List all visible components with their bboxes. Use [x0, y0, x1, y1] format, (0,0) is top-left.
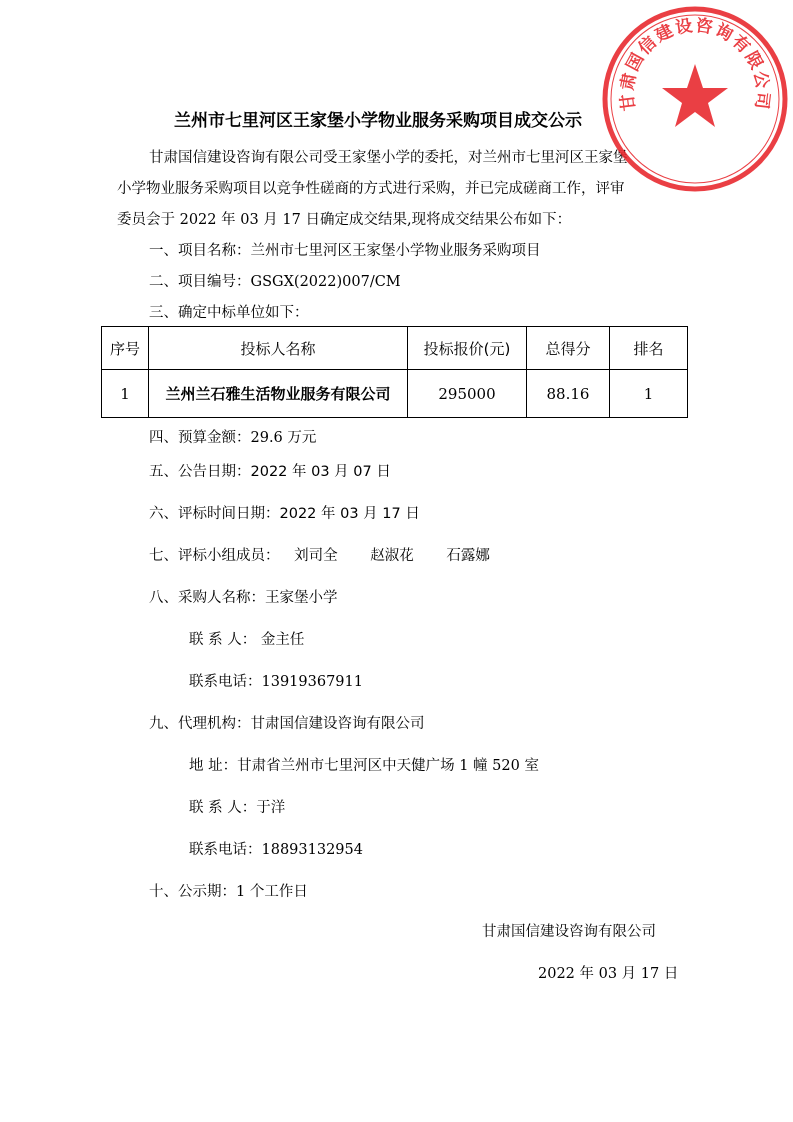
- publicity-period: 十、公示期：1 个工作日: [149, 884, 308, 900]
- panel-member: 刘司全: [294, 548, 338, 564]
- header-cell-score: 总得分: [527, 327, 610, 370]
- budget-line: 四、预算金额：29.6 万元: [149, 430, 317, 446]
- notice-date-value: 2022 年 03 月 07 日: [250, 464, 391, 480]
- purchaser-name: 八、采购人名称：王家堡小学: [149, 590, 338, 606]
- header-cell-price: 投标报价(元): [408, 327, 527, 370]
- document-title: 兰州市七里河区王家堡小学物业服务采购项目成交公示: [174, 111, 582, 131]
- purchaser-phone: 联系电话：13919367911: [189, 674, 363, 690]
- panel-member: 石露娜: [446, 548, 490, 564]
- agency-phone: 联系电话：18893132954: [189, 842, 363, 858]
- bid-result-table: [101, 326, 688, 418]
- header-cell-index: 序号: [102, 327, 149, 370]
- header-cell-rank: 排名: [610, 327, 688, 370]
- cell-bidder: 兰州兰石雅生活物业服务有限公司: [149, 370, 408, 418]
- panel-members-line: [149, 544, 490, 565]
- winner-heading: 三、确定中标单位如下：: [149, 305, 309, 321]
- project-number: 二、项目编号：GSGX(2022)007/CM: [149, 274, 401, 290]
- cell-rank: 1: [610, 370, 688, 418]
- cell-score: 88.16: [527, 370, 610, 418]
- agency-contact: 联 系 人：于洋: [189, 800, 286, 816]
- intro-line-1: 甘肃国信建设咨询有限公司受王家堡小学的委托，对兰州市七里河区王家堡: [149, 150, 628, 166]
- header-cell-bidder: 投标人名称: [149, 327, 408, 370]
- intro-line-3: 委员会于 2022 年 03 月 17 日确定成交结果,现将成交结果公布如下：: [117, 212, 572, 228]
- panel-member: 赵淑花: [370, 548, 414, 564]
- intro-line-2: 小学物业服务采购项目以竞争性磋商的方式进行采购，并已完成磋商工作，评审: [117, 181, 625, 197]
- notice-date-line: [149, 460, 391, 481]
- table-row: [102, 370, 688, 418]
- project-name: 一、项目名称：兰州市七里河区王家堡小学物业服务采购项目: [149, 243, 541, 259]
- company-seal-stamp: [600, 4, 790, 194]
- purchaser-contact: 联 系 人： 金主任: [189, 632, 305, 648]
- seal-text: 甘肃国信建设咨询有限公司: [617, 15, 773, 113]
- panel-members-label: 七、评标小组成员：: [149, 548, 280, 564]
- table-header-row: [102, 327, 688, 370]
- eval-date-line: [149, 502, 420, 523]
- agency-address: 地 址：甘肃省兰州市七里河区中天健广场 1 幢 520 室: [189, 758, 539, 774]
- signature-company: 甘肃国信建设咨询有限公司: [482, 924, 656, 940]
- star-icon: [662, 64, 728, 127]
- agency-name: 九、代理机构：甘肃国信建设咨询有限公司: [149, 716, 425, 732]
- cell-index: 1: [102, 370, 149, 418]
- cell-price: 295000: [408, 370, 527, 418]
- signature-date: 2022 年 03 月 17 日: [538, 966, 679, 982]
- eval-date-label: 六、评标时间日期：: [149, 506, 280, 522]
- notice-date-label: 五、公告日期：: [149, 464, 251, 480]
- eval-date-value: 2022 年 03 月 17 日: [279, 506, 420, 522]
